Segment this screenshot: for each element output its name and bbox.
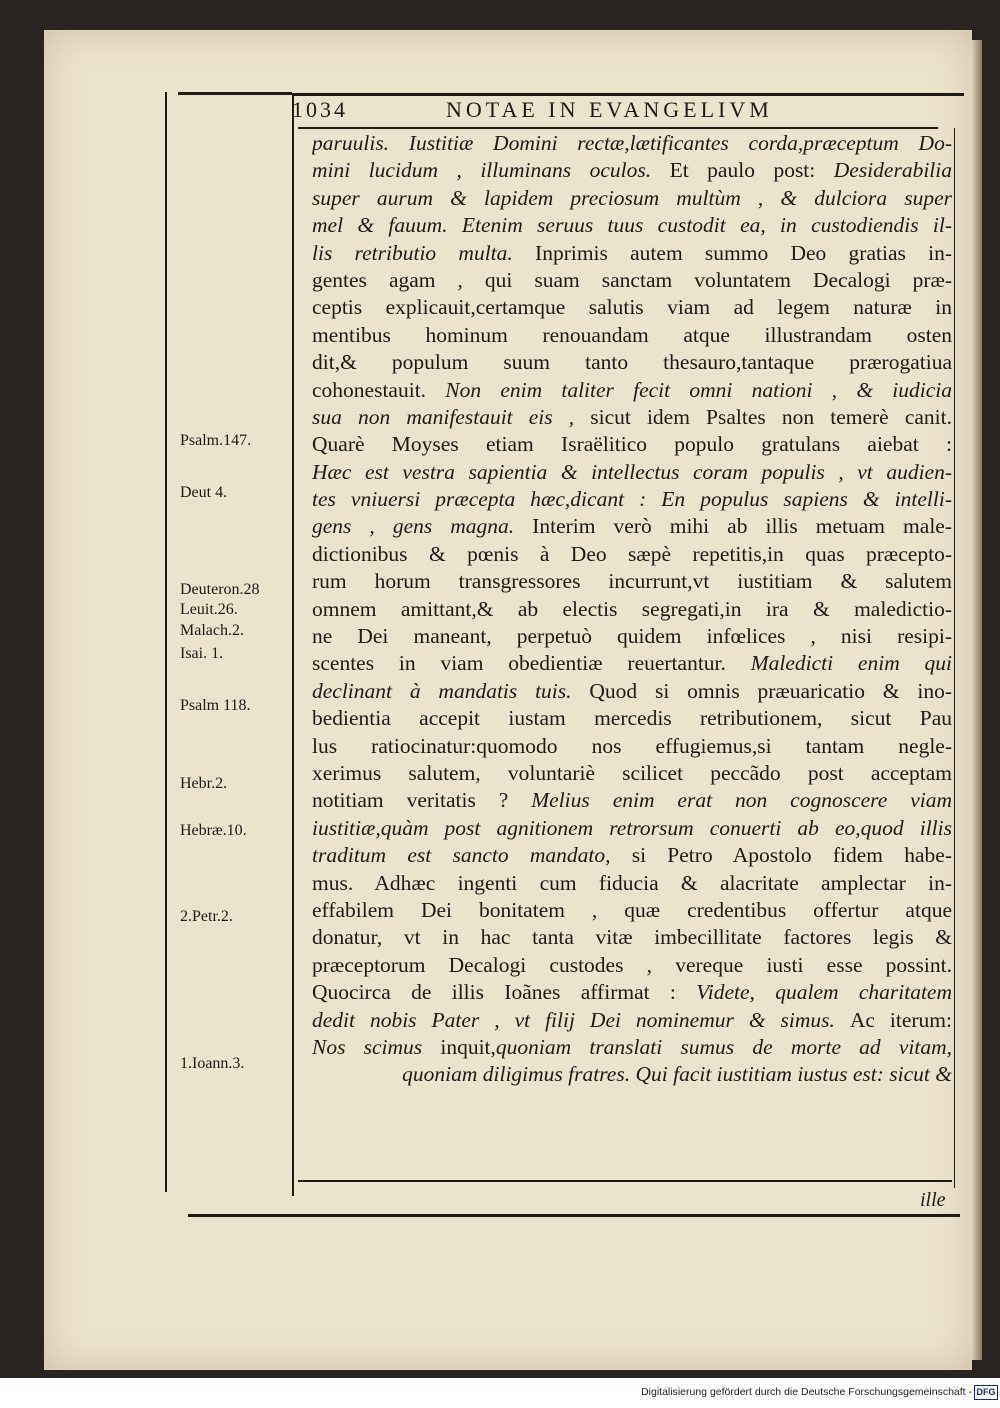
text-segment: Et paulo post: — [669, 158, 834, 183]
text-segment: effabilem Dei bonitatem , quæ credentibus offertur atque — [312, 897, 952, 922]
text-segment: super aurum & lapidem preciosum multùm , & dulciora super — [312, 185, 952, 210]
margin-note-psalm-147: Psalm.147. — [180, 432, 252, 449]
text-segment: traditum est sancto mandato, — [312, 843, 632, 868]
page-number: 1034 — [292, 97, 348, 122]
digitization-credit: Digitalisierung gefördert durch die Deutsche Forschungsgemeinschaft - — [641, 1386, 972, 1398]
header-rule-left — [178, 92, 292, 95]
margin-note-leuit-26: Leuit.26. — [180, 601, 238, 618]
text-segment: quoniam translati sumus de morte ad vitam, — [495, 1034, 952, 1059]
text-line — [312, 294, 952, 321]
text-segment: omnem amittant,& ab electis segregati,in ira & maledictio- — [312, 596, 952, 621]
text-line — [312, 513, 952, 540]
text-segment: sicut idem Psaltes non temerè canit. — [590, 404, 952, 429]
catchword: ille — [920, 1189, 946, 1211]
text-segment: Quocirca de illis Ioãnes affirmat : — [312, 980, 697, 1005]
margin-note-2-petr-2: 2.Petr.2. — [180, 908, 233, 925]
page-edge — [972, 40, 982, 1360]
text-segment: cohonestauit. — [312, 377, 446, 402]
text-segment: donatur, vt in hac tanta vitæ imbecillitate factores legis & — [312, 925, 952, 950]
text-segment: dedit nobis Pater , vt filij Dei nominemur & simus. — [312, 1007, 850, 1032]
text-segment: bedientia accepit iustam mercedis retributionem, sicut Pau — [312, 706, 952, 731]
text-line — [312, 212, 952, 239]
text-line — [312, 897, 952, 924]
text-line — [312, 842, 952, 869]
text-segment: inquit, — [440, 1034, 496, 1059]
header-rule-right — [292, 93, 964, 96]
page-header — [292, 97, 972, 129]
text-line — [312, 678, 952, 705]
text-segment: Videte, qualem charitatem — [696, 980, 952, 1005]
margin-note-hebrae-10: Hebræ.10. — [180, 822, 247, 839]
text-line — [312, 650, 952, 677]
text-segment: Maledicti enim qui — [750, 651, 952, 676]
margin-note-1-ioann-3: 1.Ioann.3. — [180, 1055, 245, 1072]
margin-note-malach-2: Malach.2. — [180, 622, 244, 639]
text-segment: Ac iterum: — [849, 1007, 952, 1032]
text-segment: ne Dei maneant, perpetuò quidem infœlices , nisi resipi- — [312, 624, 952, 649]
text-line — [312, 568, 952, 595]
text-line — [312, 377, 952, 404]
main-text — [312, 130, 952, 1089]
text-line — [312, 979, 952, 1006]
margin-note-deut-4: Deut 4. — [180, 484, 228, 501]
text-segment: præceptorum Decalogi custodes , vereque iusti esse possint. — [312, 952, 952, 977]
text-segment: Inprimis autem summo Deo gratias in- — [535, 240, 952, 265]
text-line — [312, 459, 952, 486]
text-segment: Quod si omnis præuaricatio & ino- — [589, 678, 952, 703]
text-segment: declinant à mandatis tuis. — [312, 678, 590, 703]
text-segment: Nos scimus — [312, 1034, 441, 1059]
text-segment: gens , gens magna. — [312, 514, 533, 539]
text-segment: Interim verò mihi ab illis metuam male- — [532, 514, 952, 539]
text-segment: ceptis explicauit,certamque salutis viam ad legem naturæ in — [312, 295, 952, 320]
text-segment: scentes in viam obedientiæ reuertantur. — [312, 651, 751, 676]
text-line — [312, 185, 952, 212]
text-segment: Melius enim erat non cognoscere viam — [531, 788, 952, 813]
text-line — [312, 431, 952, 458]
text-line — [312, 1007, 952, 1034]
text-line — [312, 870, 952, 897]
text-line — [312, 924, 952, 951]
left-column-rule — [165, 92, 167, 1192]
text-segment: tes vniuersi præcepta hæc,dicant : En populus sapiens & intelli- — [312, 487, 952, 512]
text-line — [312, 815, 952, 842]
footer-rule — [298, 1180, 952, 1182]
margin-note-psalm-118: Psalm 118. — [180, 697, 251, 714]
text-line — [312, 705, 952, 732]
dfg-logo: DFG — [974, 1385, 998, 1400]
text-segment: Non enim taliter fecit omni nationi , & iudicia — [445, 377, 952, 402]
text-segment: Hæc est vestra sapientia & intellectus coram populis , vt audien- — [312, 459, 952, 484]
text-line — [312, 130, 952, 157]
text-line — [312, 267, 952, 294]
text-line — [312, 596, 952, 623]
text-line — [312, 787, 952, 814]
text-segment: rum horum transgressores incurrunt,vt iustitiam & salutem — [312, 569, 952, 594]
text-line — [312, 623, 952, 650]
text-segment: gentes agam , qui suam sanctam voluntatem Decalogi præ- — [312, 267, 952, 292]
text-line — [312, 486, 952, 513]
margin-note-deuteron-28: Deuteron.28 — [180, 581, 260, 598]
text-segment: Quarè Moyses etiam Israëlitico populo gratulans aiebat : — [312, 432, 952, 457]
right-column-rule — [954, 128, 955, 1188]
text-segment: lus ratiocinatur:quomodo nos effugiemus,si tantam negle- — [312, 733, 952, 758]
margin-note-hebr-2: Hebr.2. — [180, 775, 228, 792]
text-column-rule — [292, 96, 294, 1196]
text-line — [312, 240, 952, 267]
text-line — [312, 760, 952, 787]
text-segment: mini lucidum , illuminans oculos. — [312, 158, 670, 183]
text-line — [312, 322, 952, 349]
text-segment: mentibus hominum renouandam atque illustrandam osten — [312, 322, 952, 347]
text-segment: mel & fauum. Etenim seruus tuus custodit ea, in custodiendis il- — [312, 213, 952, 238]
text-segment: Desiderabilia — [833, 158, 952, 183]
text-line — [312, 157, 952, 184]
text-line — [312, 1034, 952, 1061]
text-line — [312, 404, 952, 431]
text-segment: mus. Adhæc ingenti cum fiducia & alacritate amplectar in- — [312, 870, 952, 895]
margin-note-isai-1: Isai. 1. — [180, 645, 224, 662]
text-segment: notitiam veritatis ? — [312, 788, 532, 813]
text-line — [312, 1061, 952, 1088]
text-segment: sua non manifestauit eis , — [312, 404, 591, 429]
text-line — [312, 541, 952, 568]
text-line — [312, 952, 952, 979]
text-segment: xerimus salutem, voluntariè scilicet peccãdo post acceptam — [312, 760, 952, 785]
text-segment: paruulis. Iustitiæ Domini rectæ,lætificantes corda,præceptum Do- — [312, 131, 952, 155]
bottom-rule — [188, 1214, 960, 1217]
text-segment: lis retributio multa. — [312, 240, 536, 265]
text-segment: dictionibus & pœnis à Deo sæpè repetitis,in quas præcepto- — [312, 541, 952, 566]
text-line — [312, 733, 952, 760]
text-segment: iustitiæ,quàm post agnitionem retrorsum conuerti ab eo,quod illis — [312, 815, 952, 840]
text-segment: quoniam diligimus fratres. Qui facit iustitiam iustus est: sicut & — [402, 1062, 952, 1087]
running-head: NOTAE IN EVANGELIVM — [446, 97, 773, 122]
text-segment: si Petro Apostolo fidem habe- — [631, 843, 952, 868]
text-segment: dit,& populum suum tanto thesauro,tantaque prærogatiua — [312, 350, 952, 375]
text-line — [312, 349, 952, 376]
